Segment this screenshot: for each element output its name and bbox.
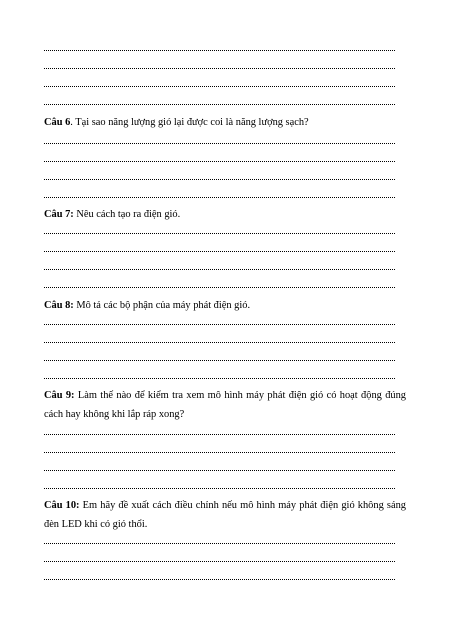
question-label: Câu 9: <box>44 390 75 401</box>
answer-line <box>44 161 395 162</box>
answer-line <box>44 360 395 361</box>
answer-line <box>44 68 395 69</box>
answer-line <box>44 143 395 144</box>
question-8 <box>44 296 406 315</box>
answer-line <box>44 434 395 435</box>
answer-line <box>44 251 395 252</box>
answer-line <box>44 378 395 379</box>
answer-line <box>44 287 395 288</box>
question-10 <box>44 496 406 534</box>
question-6: Câu 6. Tại sao năng lượng gió lại được coi là năng lượng sạch? <box>44 117 309 128</box>
answer-line <box>44 233 395 234</box>
question-9 <box>44 386 406 424</box>
answer-line <box>44 579 395 580</box>
answer-line <box>44 197 395 198</box>
question-text: Tại sao năng lượng gió lại được coi là năng lượng sạch? <box>75 117 309 128</box>
question-label: Câu 6 <box>44 117 71 128</box>
answer-line <box>44 543 395 544</box>
answer-line <box>44 269 395 270</box>
answer-line <box>44 470 395 471</box>
question-text: Nêu cách tạo ra điện gió. <box>76 209 181 220</box>
answer-line <box>44 324 395 325</box>
answer-line <box>44 488 395 489</box>
question-label: Câu 8: <box>44 300 74 311</box>
question-label: Câu 7: <box>44 209 74 220</box>
question-text: Làm thế nào để kiểm tra xem mô hình máy phát điện gió có hoạt động đúng cách hay không khi lắp ráp xong? <box>44 390 406 420</box>
answer-line <box>44 104 395 105</box>
answer-line <box>44 50 395 51</box>
answer-line <box>44 452 395 453</box>
question-text: Em hãy đề xuất cách điều chỉnh nếu mô hình máy phát điện gió không sáng đèn LED khi có gió thổi. <box>44 500 406 530</box>
answer-line <box>44 561 395 562</box>
question-text: Mô tả các bộ phận của máy phát điện gió. <box>76 300 251 311</box>
answer-line <box>44 342 395 343</box>
question-label: Câu 10: <box>44 500 80 511</box>
question-7 <box>44 205 406 224</box>
answer-line <box>44 179 395 180</box>
answer-line <box>44 86 395 87</box>
